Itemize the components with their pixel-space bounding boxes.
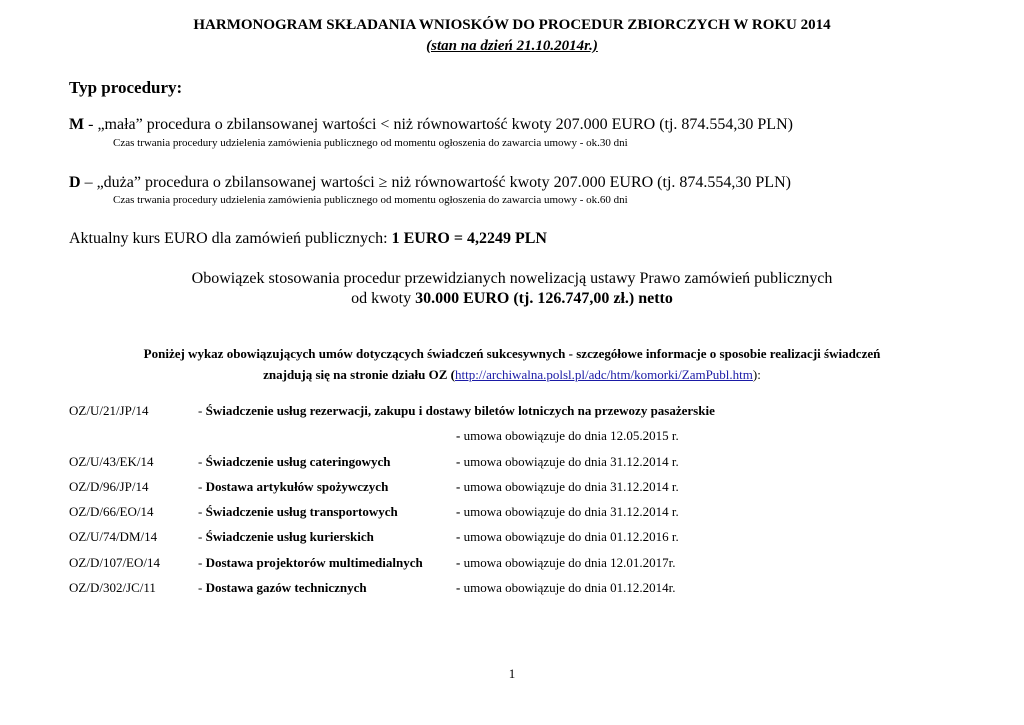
contract-code: OZ/D/107/EO/14 [69,555,160,570]
contract-validity: - umowa obowiązuje do dnia 31.12.2014 r. [456,454,679,469]
obligation-prefix: od kwoty [351,290,416,307]
contract-validity: - umowa obowiązuje do dnia 12.05.2015 r. [456,428,679,443]
contract-name: Świadczenie usług cateringowych [205,454,391,469]
contract-description: - Dostawa gazów technicznych [198,580,367,595]
procedure-d-note: Czas trwania procedury udzielenia zamówienia publicznego od momentu ogłoszenia do zawarcia umowy - ok.60 dni [113,194,628,206]
contract-validity-text: umowa obowiązuje do dnia 12.05.2015 r. [463,428,679,443]
exchange-rate-value: 1 EURO = 4,2249 PLN [391,230,547,247]
page-number: 1 [508,666,516,681]
procedure-description: - „mała” procedura o zbilansowanej wartości < niż równowartość kwoty 207.000 EURO (tj. 874.554,30 PLN) [84,116,793,133]
procedure-type-heading: Typ procedury: [69,78,183,97]
oz-department-link[interactable]: http://archiwalna.polsl.pl/adc/htm/komorki/ZamPubl.htm [455,367,753,382]
contract-name: Świadczenie usług kurierskich [205,529,374,544]
contracts-intro-prefix: znajdują się na stronie działu OZ ( [263,367,456,382]
contract-description: - Dostawa artykułów spożywczych [198,479,389,494]
contract-validity-text: umowa obowiązuje do dnia 01.12.2014r. [463,580,676,595]
exchange-rate-label: Aktualny kurs EURO dla zamówień publicznych: [69,230,392,247]
exchange-rate [69,230,547,248]
contract-validity: - umowa obowiązuje do dnia 01.12.2014r. [456,580,676,595]
contract-validity-text: umowa obowiązuje do dnia 31.12.2014 r. [463,504,679,519]
procedure-m [69,116,793,134]
contract-validity-text: umowa obowiązuje do dnia 01.12.2016 r. [463,529,679,544]
obligation-threshold: 30.000 EURO (tj. 126.747,00 zł.) netto [415,290,673,307]
procedure-letter: D [69,174,81,191]
contract-name: Dostawa gazów technicznych [205,580,367,595]
procedure-description: – „duża” procedura o zbilansowanej wartości ≥ niż równowartość kwoty 207.000 EURO (tj. 874.554,30 PLN) [80,174,791,191]
contract-validity-text: umowa obowiązuje do dnia 31.12.2014 r. [463,454,679,469]
contract-validity: - umowa obowiązuje do dnia 31.12.2014 r. [456,504,679,519]
contract-code: OZ/D/302/JC/11 [69,580,156,595]
contract-validity-text: umowa obowiązuje do dnia 31.12.2014 r. [463,479,679,494]
contracts-intro-line-2 [0,367,1024,383]
obligation-line-1: Obowiązek stosowania procedur przewidzianych nowelizacją ustawy Prawo zamówień publicznych [191,270,833,287]
contract-validity: - umowa obowiązuje do dnia 01.12.2016 r. [456,529,679,544]
contracts-intro-line-1: Poniżej wykaz obowiązujących umów dotyczących świadczeń sukcesywnych - szczegółowe informacje o sposobie realizacji świadczeń [143,346,881,361]
contract-description: - Świadczenie usług transportowych [198,504,398,519]
contract-validity: - umowa obowiązuje do dnia 31.12.2014 r. [456,479,679,494]
contract-code: OZ/D/96/JP/14 [69,479,149,494]
procedure-letter: M [69,116,85,133]
contract-description: - Świadczenie usług kurierskich [198,529,374,544]
contract-name: Świadczenie usług transportowych [205,504,398,519]
contracts-intro-suffix: ): [752,367,761,382]
procedure-m-note: Czas trwania procedury udzielenia zamówienia publicznego od momentu ogłoszenia do zawarcia umowy - ok.30 dni [113,137,628,149]
procedure-d [69,174,791,192]
contract-code: OZ/U/74/DM/14 [69,529,158,544]
contract-name: Świadczenie usług rezerwacji, zakupu i dostawy biletów lotniczych na przewozy pasażerskie [205,403,715,418]
contract-code: OZ/D/66/EO/14 [69,504,154,519]
contract-code: OZ/U/21/JP/14 [69,403,149,418]
contract-description: - Dostawa projektorów multimedialnych [198,555,423,570]
contract-description: - Świadczenie usług rezerwacji, zakupu i dostawy biletów lotniczych na przewozy pasażerskie [198,403,715,418]
document-title: HARMONOGRAM SKŁADANIA WNIOSKÓW DO PROCEDUR ZBIORCZYCH W ROKU 2014 [193,17,831,33]
obligation-line-2 [0,290,1024,308]
contract-name: Dostawa artykułów spożywczych [205,479,389,494]
document-subtitle: (stan na dzień 21.10.2014r.) [426,38,598,54]
contract-validity: - umowa obowiązuje do dnia 12.01.2017r. [456,555,676,570]
contract-code: OZ/U/43/EK/14 [69,454,154,469]
contract-validity-text: umowa obowiązuje do dnia 12.01.2017r. [463,555,676,570]
contract-name: Dostawa projektorów multimedialnych [205,555,423,570]
contract-description: - Świadczenie usług cateringowych [198,454,391,469]
